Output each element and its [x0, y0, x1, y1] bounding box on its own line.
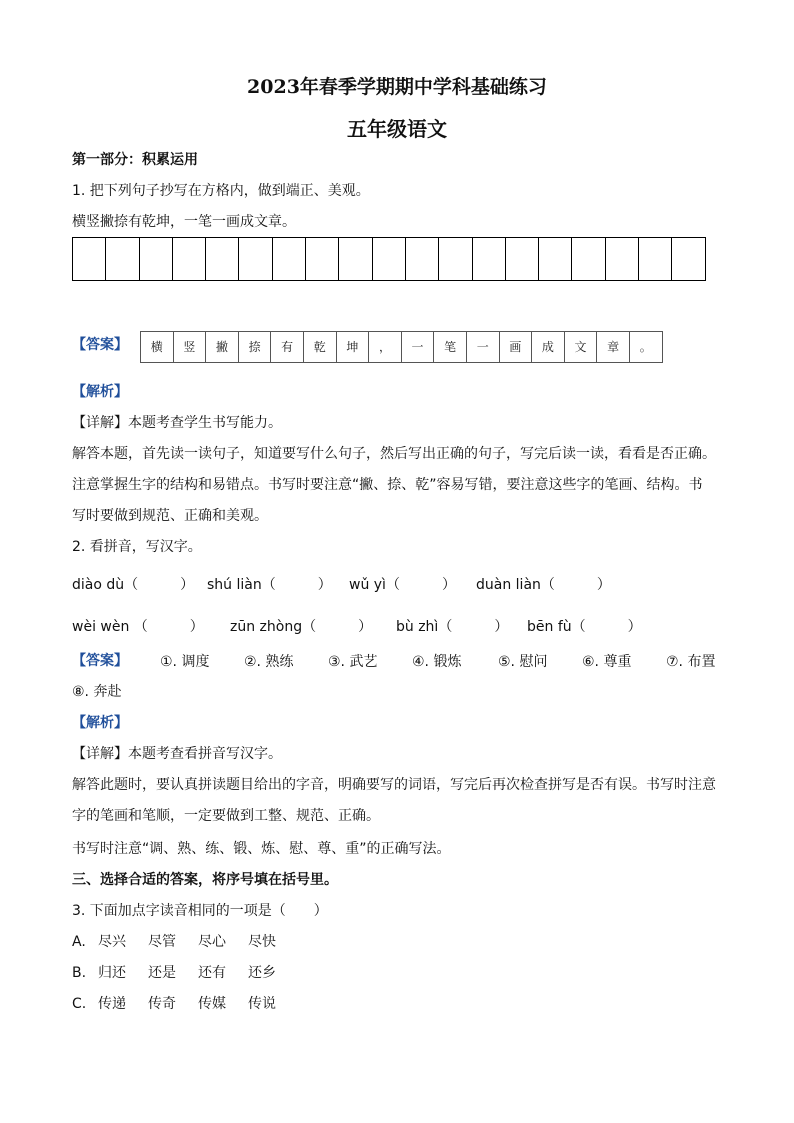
- answer-grid-cell: 画: [500, 332, 533, 362]
- option-word: 传媒: [198, 996, 226, 1012]
- q2-answer-item: ⑤. 慰问: [498, 654, 548, 670]
- q1-answer-tag: 【答案】: [72, 337, 128, 353]
- answer-grid-cell: 乾: [304, 332, 337, 362]
- copy-grid: [72, 237, 706, 281]
- q3-prompt: 3. 下面加点字读音相同的一项是（ ）: [72, 903, 328, 919]
- option-word: 尽兴: [98, 934, 126, 950]
- q1-detail: [72, 413, 282, 433]
- answer-grid-cell: 文: [565, 332, 598, 362]
- option-word: 尽快: [248, 934, 276, 950]
- page-title: 2023年春季学期期中学科基础练习: [247, 76, 547, 98]
- copy-grid-cell: [506, 238, 539, 280]
- q2-analysis-tag: 【解析】: [72, 715, 128, 731]
- copy-grid-cell: [306, 238, 339, 280]
- pinyin-item: wǔ yì（ ）: [349, 577, 456, 593]
- copy-grid-cell: [206, 238, 239, 280]
- answer-grid-cell: 横: [141, 332, 174, 362]
- section-heading-1: 第一部分：积累运用: [72, 152, 198, 168]
- option-label: B.: [72, 965, 87, 981]
- pinyin-item: bēn fù（ ）: [527, 619, 642, 635]
- option-word: 传奇: [148, 996, 176, 1012]
- q3-option-b: [72, 963, 298, 983]
- q2-prompt: 2. 看拼音，写汉字。: [72, 539, 202, 555]
- copy-grid-cell: [606, 238, 639, 280]
- option-word: 还有: [198, 965, 226, 981]
- answer-grid-cell: 竖: [174, 332, 207, 362]
- copy-grid-cell: [173, 238, 206, 280]
- q1-analysis-tag: 【解析】: [72, 384, 128, 400]
- answer-grid-cell: 撇: [206, 332, 239, 362]
- q2-answer-item: ⑦. 布置: [666, 654, 716, 670]
- pinyin-item: bù zhì（ ）: [396, 619, 509, 635]
- q3-option-a: [72, 932, 298, 952]
- q2-answer-item: ⑧. 奔赴: [72, 684, 122, 700]
- answer-grid-cell: 笔: [434, 332, 467, 362]
- q1-detail-text: 本题考查学生书写能力。: [128, 415, 282, 431]
- pinyin-item: duàn liàn（ ）: [476, 577, 611, 593]
- q2-answer-item: ⑥. 尊重: [582, 654, 632, 670]
- q1-para-2a: 注意掌握生字的结构和易错点。书写时要注意“撇、捺、乾”容易写错，要注意这些字的笔画、结构。书: [72, 477, 703, 493]
- q2-para-1b: 字的笔画和笔顺，一定要做到工整、规范、正确。: [72, 808, 380, 824]
- pinyin-item: diào dù（ ）: [72, 577, 195, 593]
- answer-grid-cell: 成: [532, 332, 565, 362]
- copy-grid-cell: [339, 238, 372, 280]
- copy-grid-cell: [572, 238, 605, 280]
- option-word: 传递: [98, 996, 126, 1012]
- copy-grid-cell: [473, 238, 506, 280]
- copy-grid-cell: [406, 238, 439, 280]
- answer-grid-cell: 章: [597, 332, 630, 362]
- q2-para-1a: 解答此题时，要认真拼读题目给出的字音，明确要写的词语，写完后再次检查拼写是否有误。书写时注意: [72, 777, 716, 793]
- copy-grid-cell: [539, 238, 572, 280]
- answer-grid-cell: 坤: [337, 332, 370, 362]
- answer-grid-cell: 一: [402, 332, 435, 362]
- copy-grid-cell: [140, 238, 173, 280]
- pinyin-item: wèi wèn （ ）: [72, 619, 204, 635]
- copy-grid-cell: [73, 238, 106, 280]
- q1-detail-tag: 【详解】: [72, 415, 128, 431]
- section-heading-3: 三、选择合适的答案，将序号填在括号里。: [72, 872, 338, 888]
- copy-grid-cell: [439, 238, 472, 280]
- pinyin-item: zūn zhòng（ ）: [230, 619, 373, 635]
- option-word: 归还: [98, 965, 126, 981]
- q1-para-2b: 写时要做到规范、正确和美观。: [72, 508, 268, 524]
- q1-prompt: 1. 把下列句子抄写在方格内，做到端正、美观。: [72, 183, 370, 199]
- copy-grid-cell: [239, 238, 272, 280]
- q2-detail: [72, 744, 282, 764]
- q2-detail-tag: 【详解】: [72, 746, 128, 762]
- q2-answer-tag: 【答案】: [72, 653, 128, 669]
- q2-answer-item: ①. 调度: [160, 654, 210, 670]
- answer-grid-cell: 捺: [239, 332, 272, 362]
- q2-answer-item: ④. 锻炼: [412, 654, 462, 670]
- option-word: 传说: [248, 996, 276, 1012]
- option-word: 还是: [148, 965, 176, 981]
- copy-grid-cell: [639, 238, 672, 280]
- page-subtitle: 五年级语文: [347, 117, 447, 141]
- copy-grid-cell: [672, 238, 705, 280]
- answer-grid-cell: 。: [630, 332, 663, 362]
- copy-grid-cell: [106, 238, 139, 280]
- q1-para-1: 解答本题，首先读一读句子，知道要写什么句子，然后写出正确的句子，写完后读一读，看看是否正确。: [72, 446, 716, 462]
- option-label: A.: [72, 934, 86, 950]
- q2-answer-item: ③. 武艺: [328, 654, 378, 670]
- option-label: C.: [72, 996, 87, 1012]
- q3-option-c: [72, 994, 298, 1014]
- answer-grid-cell: 一: [467, 332, 500, 362]
- option-word: 尽心: [198, 934, 226, 950]
- q1-sentence: 横竖撇捺有乾坤，一笔一画成文章。: [72, 214, 296, 230]
- copy-grid-cell: [373, 238, 406, 280]
- answer-grid-cell: ，: [369, 332, 402, 362]
- q2-detail-text: 本题考查看拼音写汉字。: [128, 746, 282, 762]
- option-word: 尽管: [148, 934, 176, 950]
- q1-answer-grid: [140, 331, 663, 363]
- copy-grid-cell: [273, 238, 306, 280]
- pinyin-item: shú liàn（ ）: [207, 577, 332, 593]
- q2-answer-item: ②. 熟练: [244, 654, 294, 670]
- answer-grid-cell: 有: [271, 332, 304, 362]
- option-word: 还乡: [248, 965, 276, 981]
- q2-para-2: 书写时注意“调、熟、练、锻、炼、慰、尊、重”的正确写法。: [72, 841, 451, 857]
